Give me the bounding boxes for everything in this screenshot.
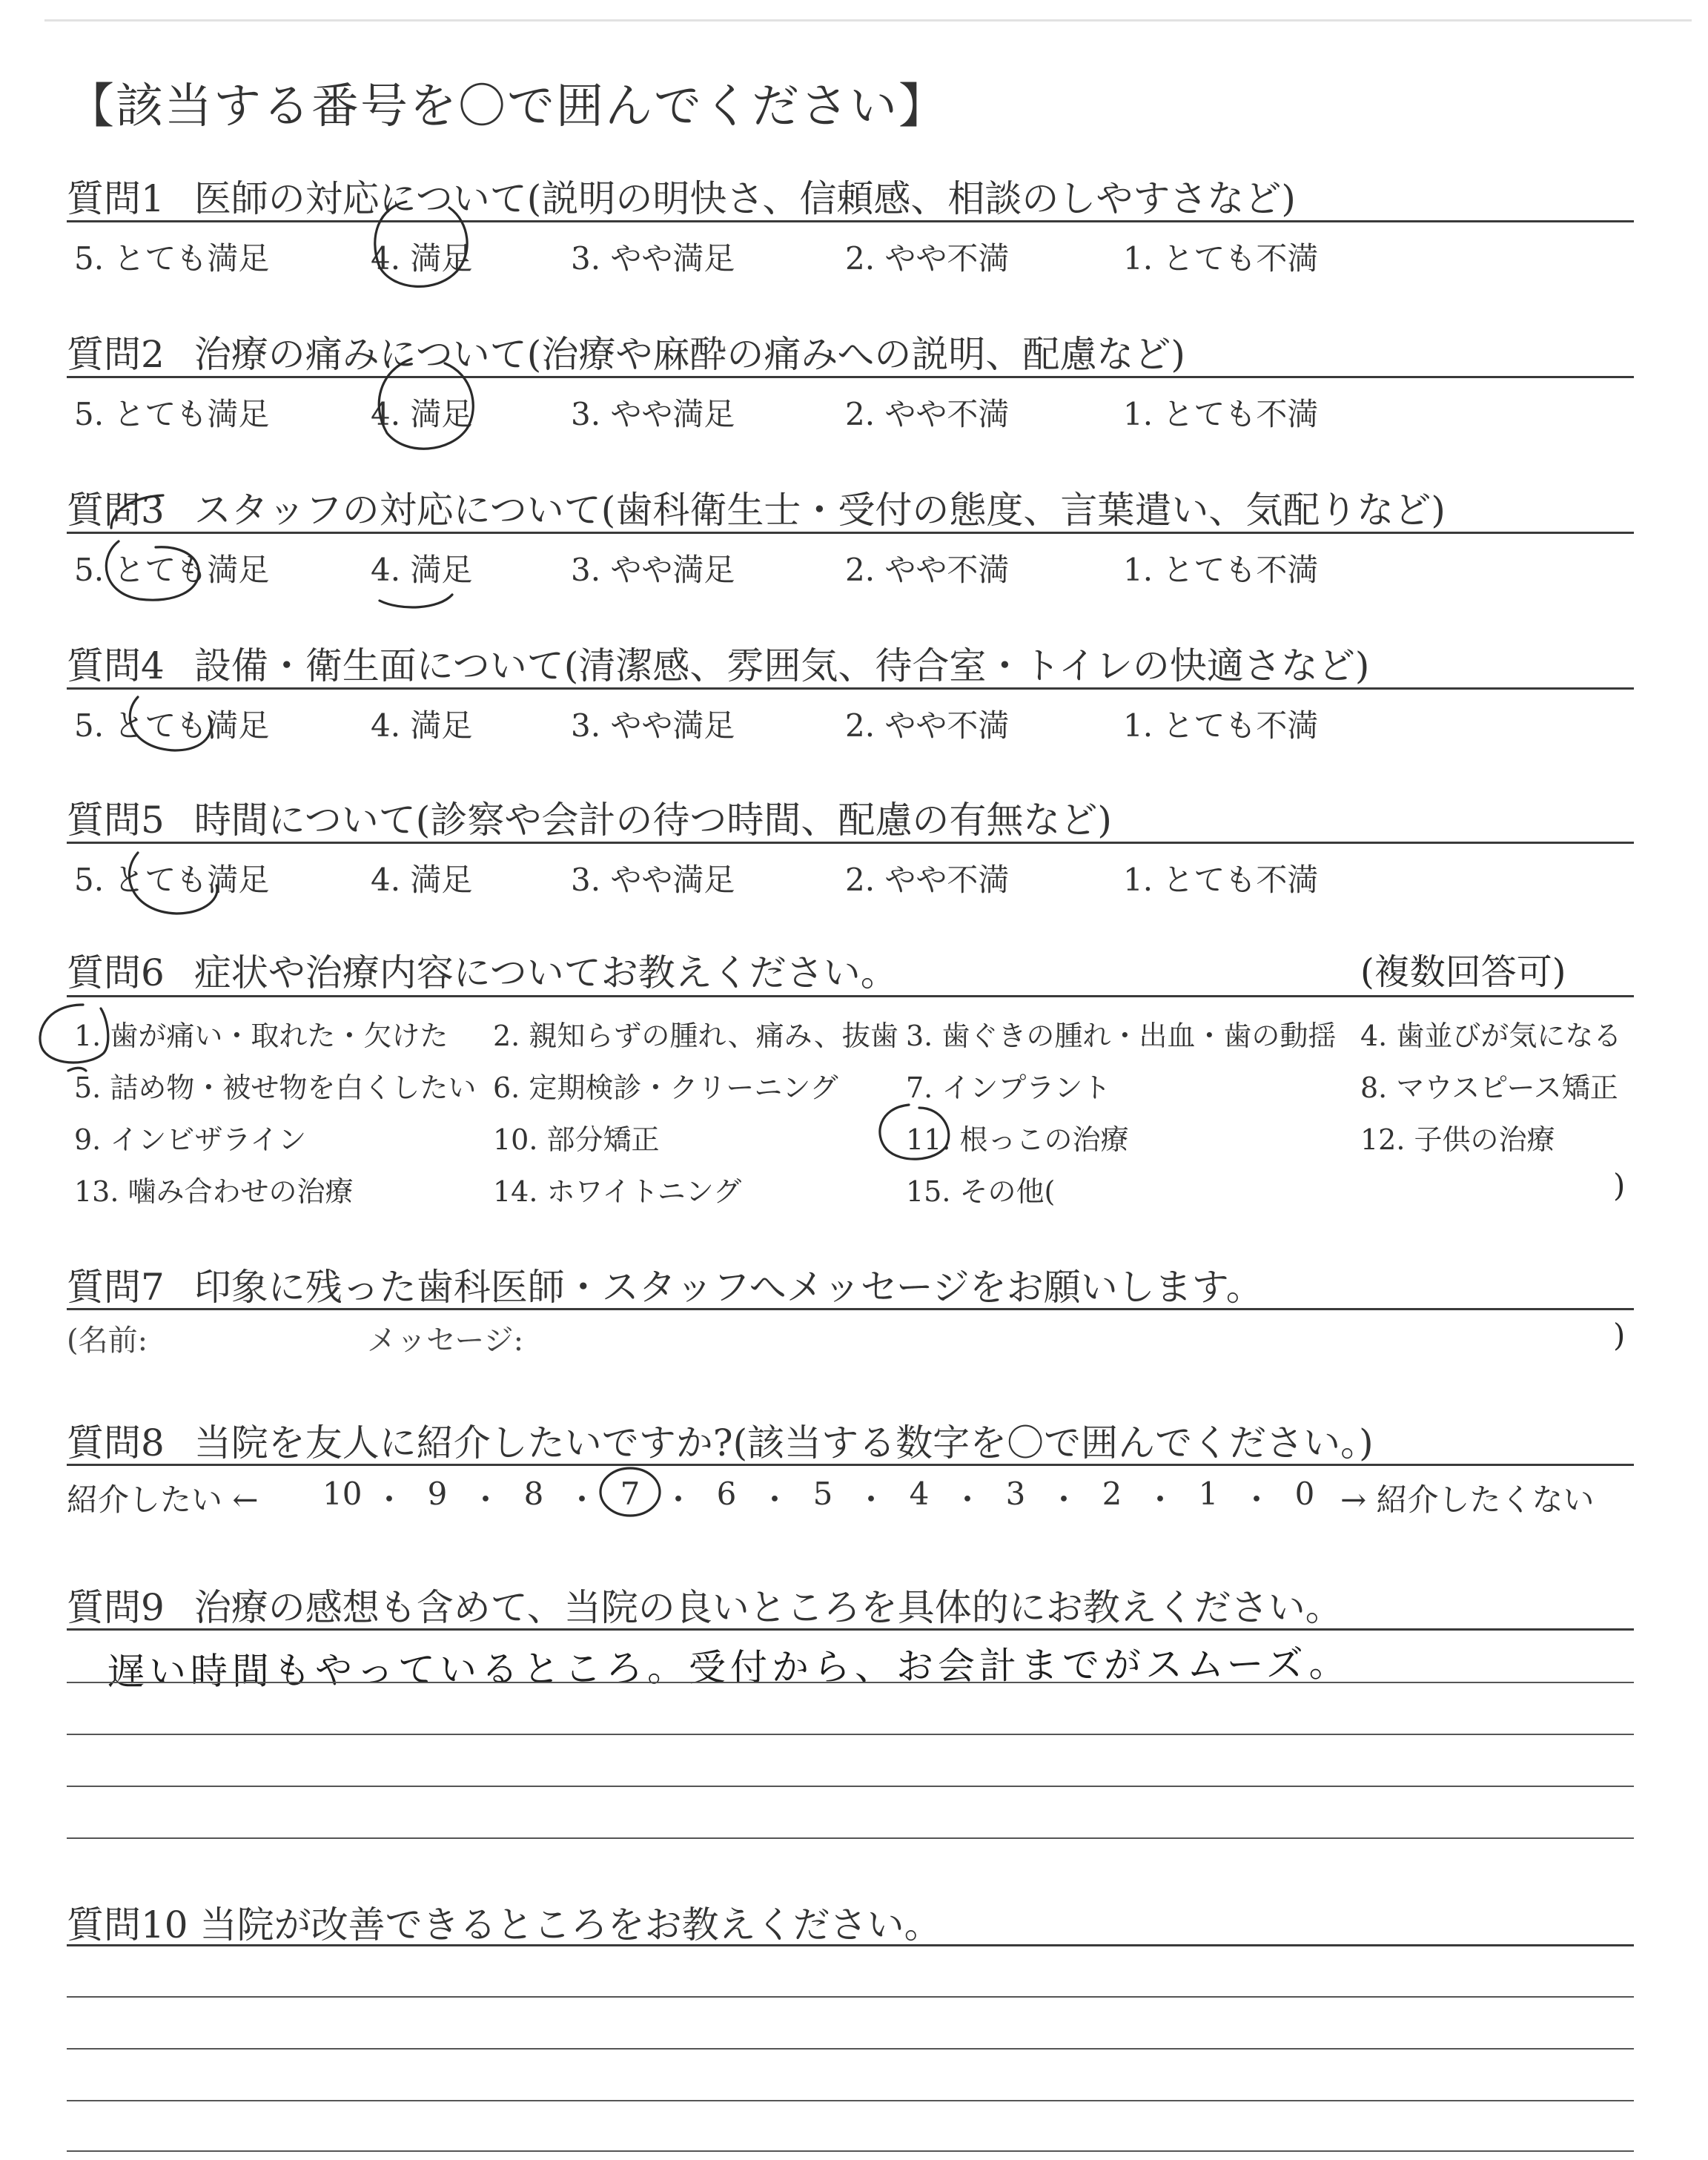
option-3[interactable]: 3. やや満足	[571, 552, 735, 588]
question-number: 質問9	[67, 1586, 165, 1629]
question-number: 質問10	[67, 1903, 188, 1946]
question-text: 印象に残った歯科医師・スタッフへメッセージをお願いします。	[193, 1266, 1263, 1309]
page-top-border	[44, 19, 1692, 22]
answer-line	[67, 2048, 1634, 2050]
question-8-title	[67, 1413, 1374, 1467]
question-text: 当院が改善できるところをお教えください。	[199, 1903, 941, 1946]
question-text: 症状や治療内容についてお教えください。	[193, 951, 898, 994]
option-2[interactable]: 2. やや不満	[845, 707, 1010, 744]
recommend-right-label: → 紹介したくない	[1340, 1482, 1595, 1518]
option-1[interactable]: 1. とても不満	[1123, 862, 1319, 898]
scale-dot: ・	[373, 1482, 405, 1518]
question-text: 治療の感想も含めて、当院の良いところを具体的にお教えください。	[193, 1586, 1343, 1629]
option-5[interactable]: 5. とても満足	[74, 240, 270, 277]
question-text: スタッフの対応について(歯科衛生士・受付の態度、言葉遣い、気配りなど)	[193, 489, 1446, 532]
scale-9[interactable]: 9	[427, 1476, 448, 1512]
option-9[interactable]: 9. インビザライン	[74, 1123, 307, 1156]
question-10-rule	[67, 1944, 1634, 1946]
question-text: 時間について(診察や会計の待つ時間、配慮の有無など)	[193, 799, 1112, 842]
message-label: メッセージ:	[367, 1324, 524, 1358]
option-1[interactable]: 1. とても不満	[1123, 240, 1319, 277]
scale-dot: ・	[566, 1482, 598, 1518]
option-4[interactable]: 4. 満足	[371, 396, 473, 432]
scale-3[interactable]: 3	[1005, 1476, 1026, 1512]
option-5[interactable]: 5. とても満足	[74, 552, 270, 588]
answer-line	[67, 2150, 1634, 2152]
option-4[interactable]: 4. 歯並びが気になる	[1360, 1020, 1622, 1052]
option-1[interactable]: 1. とても不満	[1123, 552, 1319, 588]
question-7-rule	[67, 1308, 1634, 1310]
question-6-title	[67, 943, 898, 997]
option-2[interactable]: 2. やや不満	[845, 240, 1010, 277]
option-2[interactable]: 2. やや不満	[845, 552, 1010, 588]
option-4[interactable]: 4. 満足	[371, 862, 473, 898]
question-number: 質問4	[67, 644, 165, 687]
scale-5[interactable]: 5	[812, 1476, 833, 1512]
answer-line	[67, 1682, 1634, 1683]
question-number: 質問1	[67, 177, 165, 220]
scale-dot: ・	[758, 1482, 790, 1518]
question-5-rule	[67, 842, 1634, 844]
scale-dot: ・	[1047, 1482, 1079, 1518]
question-number: 質問7	[67, 1266, 165, 1309]
option-2[interactable]: 2. 親知らずの腫れ、痛み、抜歯	[493, 1020, 898, 1052]
option-3[interactable]: 3. やや満足	[571, 862, 735, 898]
question-6-rule	[67, 995, 1634, 997]
question-number: 質問6	[67, 951, 165, 994]
option-4[interactable]: 4. 満足	[371, 552, 473, 588]
option-5[interactable]: 5. とても満足	[74, 396, 270, 432]
option-2[interactable]: 2. やや不満	[845, 396, 1010, 432]
option-8[interactable]: 8. マウスピース矯正	[1360, 1071, 1618, 1104]
question-text: 治療の痛みについて(治療や麻酔の痛みへの説明、配慮など)	[193, 333, 1185, 376]
scale-dot: ・	[1144, 1482, 1176, 1518]
page-title: 【該当する番号を〇で囲んでください】	[67, 79, 947, 134]
answer-line	[67, 2100, 1634, 2101]
option-3[interactable]: 3. やや満足	[571, 707, 735, 744]
option-6[interactable]: 6. 定期検診・クリーニング	[493, 1071, 838, 1104]
question-2-title	[67, 325, 1185, 378]
question-9-rule	[67, 1628, 1634, 1631]
answer-line	[67, 1996, 1634, 1998]
scale-10[interactable]: 10	[322, 1476, 363, 1512]
option-3[interactable]: 3. やや満足	[571, 396, 735, 432]
scale-dot: ・	[951, 1482, 983, 1518]
question-10-title	[67, 1895, 941, 1949]
question-9-title	[67, 1578, 1343, 1631]
question-text: 設備・衛生面について(清潔感、雰囲気、待合室・トイレの快適さなど)	[193, 644, 1370, 687]
option-5[interactable]: 5. とても満足	[74, 862, 270, 898]
question-4-title	[67, 636, 1369, 690]
handwritten-answer: 遅い時間もやっているところ。受付から、お会計までがスムーズ。	[107, 1642, 1351, 1694]
option-5[interactable]: 5. とても満足	[74, 707, 270, 744]
question-number: 質問2	[67, 333, 165, 376]
scale-4[interactable]: 4	[909, 1476, 930, 1512]
option-4[interactable]: 4. 満足	[371, 240, 473, 277]
question-number: 質問3	[67, 489, 165, 532]
option-1[interactable]: 1. とても不満	[1123, 396, 1319, 432]
scale-dot: ・	[855, 1482, 887, 1518]
answer-line	[67, 1837, 1634, 1839]
scale-6[interactable]: 6	[716, 1476, 737, 1512]
question-1-title	[67, 169, 1296, 222]
question-text: 当院を友人に紹介したいですか?(該当する数字を〇で囲んでください。)	[193, 1421, 1374, 1464]
name-label: (名前:	[67, 1324, 148, 1358]
scale-1[interactable]: 1	[1198, 1476, 1219, 1512]
option-1[interactable]: 1. とても不満	[1123, 707, 1319, 744]
question-8-rule	[67, 1464, 1634, 1466]
question-3-title	[67, 480, 1446, 534]
option-11[interactable]: 11. 根っこの治療	[906, 1123, 1129, 1156]
scale-8[interactable]: 8	[523, 1476, 544, 1512]
option-7[interactable]: 7. インプラント	[906, 1071, 1111, 1104]
answer-line	[67, 1786, 1634, 1787]
scale-2[interactable]: 2	[1102, 1476, 1122, 1512]
scale-dot: ・	[469, 1482, 501, 1518]
question-text: 医師の対応について(説明の明快さ、信頼感、相談のしやすさなど)	[193, 177, 1296, 220]
question-2-rule	[67, 376, 1634, 378]
q3-underline-mark	[380, 595, 452, 607]
option-3[interactable]: 3. 歯ぐきの腫れ・出血・歯の動揺	[906, 1020, 1337, 1052]
option-3[interactable]: 3. やや満足	[571, 240, 735, 277]
scale-0[interactable]: 0	[1294, 1476, 1315, 1512]
message-close-paren: )	[1613, 1317, 1626, 1353]
question-5-title	[67, 790, 1112, 844]
option-4[interactable]: 4. 満足	[371, 707, 473, 744]
recommend-left-label: 紹介したい ←	[67, 1482, 259, 1518]
option-12[interactable]: 12. 子供の治療	[1360, 1123, 1555, 1156]
option-5[interactable]: 5. 詰め物・被せ物を白くしたい	[74, 1071, 477, 1104]
scale-dot: ・	[1240, 1482, 1272, 1518]
scale-dot: ・	[662, 1482, 694, 1518]
option-13[interactable]: 13. 噛み合わせの治療	[74, 1175, 354, 1208]
answer-line	[67, 1734, 1634, 1735]
option-14[interactable]: 14. ホワイトニング	[493, 1175, 742, 1208]
other-close-paren: )	[1613, 1167, 1626, 1203]
question-number: 質問8	[67, 1421, 165, 1464]
scale-7[interactable]: 7	[620, 1476, 640, 1512]
option-10[interactable]: 10. 部分矯正	[493, 1123, 660, 1156]
question-4-rule	[67, 687, 1634, 690]
multiple-answer-note: (複数回答可)	[1360, 951, 1566, 993]
question-3-rule	[67, 532, 1634, 534]
option-15[interactable]: 15. その他(	[906, 1175, 1056, 1208]
option-2[interactable]: 2. やや不満	[845, 862, 1010, 898]
question-1-rule	[67, 220, 1634, 222]
question-7-title	[67, 1258, 1263, 1311]
question-number: 質問5	[67, 799, 165, 842]
option-1[interactable]: 1. 歯が痛い・取れた・欠けた	[74, 1020, 448, 1052]
